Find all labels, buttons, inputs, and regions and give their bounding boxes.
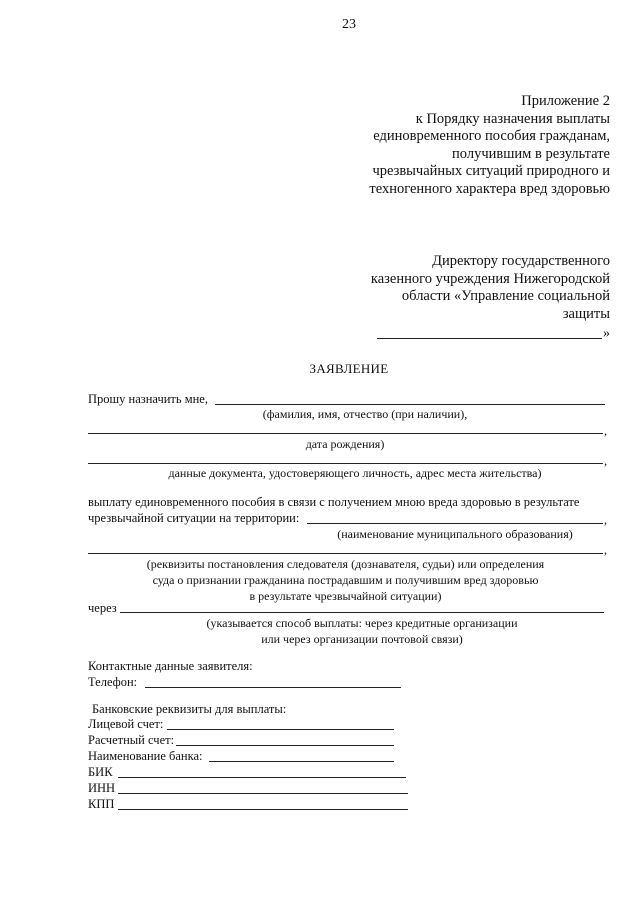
personal-account-label: Лицевой счет:	[88, 717, 164, 731]
personal-account-field[interactable]	[167, 729, 394, 730]
document-address-field[interactable]	[88, 463, 603, 464]
payment-method-hint-line: или через организации почтовой связи)	[261, 632, 463, 646]
fio-hint: (фамилия, имя, отчество (при наличии),	[262, 407, 468, 421]
bik-field[interactable]	[118, 777, 406, 778]
requisites-hint	[88, 556, 603, 604]
appendix-line: получившим в результате	[452, 145, 610, 162]
addressee-line: защиты	[562, 305, 610, 322]
addressee-line: Директору государственного	[432, 253, 610, 269]
payment-method-field[interactable]	[120, 612, 604, 613]
birth-date-hint: дата рождения)	[305, 437, 385, 451]
appendix-line: к Порядку назначения выплаты	[415, 110, 610, 127]
contacts-heading: Контактные данные заявителя:	[88, 659, 253, 673]
requisites-hint-line: в результате чрезвычайной ситуации)	[249, 589, 442, 603]
appendix-line: техногенного характера вред здоровью	[369, 180, 610, 197]
comma: ,	[604, 424, 608, 438]
document-title: ЗАЯВЛЕНИЕ	[309, 361, 389, 376]
appendix-line: единовременного пособия гражданам,	[373, 128, 610, 144]
request-label: Прошу назначить мне,	[88, 392, 208, 406]
territory-field[interactable]	[307, 523, 603, 524]
requisites-hint-line: суда о признании гражданина пострадавшим и получившим вред здоровью	[152, 573, 539, 587]
appendix-line: Приложение 2	[521, 93, 610, 109]
phone-field[interactable]	[145, 687, 401, 688]
comma: ,	[604, 454, 608, 468]
addressee-line: области «Управление социальной	[401, 288, 610, 304]
page-number: 23	[342, 17, 356, 32]
inn-field[interactable]	[118, 793, 408, 794]
kpp-label: КПП	[88, 797, 115, 811]
addressee-blank-line[interactable]	[377, 338, 602, 339]
addressee-block	[371, 253, 610, 323]
inn-label: ИНН	[88, 781, 116, 795]
payment-text: выплату единовременного пособия в связи с получением мною вреда здоровью в результате	[88, 495, 580, 509]
addressee-line: казенного учреждения Нижегородской	[370, 270, 610, 287]
bank-name-field[interactable]	[209, 761, 394, 762]
requisites-hint-line: (реквизиты постановления следователя (дознавателя, судьи) или определения	[146, 557, 545, 571]
appendix-line: чрезвычайных ситуаций природного и	[372, 163, 610, 179]
requisites-field[interactable]	[88, 553, 603, 554]
bank-heading: Банковские реквизиты для выплаты:	[92, 702, 287, 716]
territory-label: чрезвычайной ситуации на территории:	[88, 511, 300, 525]
comma: ,	[604, 513, 608, 527]
settlement-account-label: Расчетный счет:	[88, 733, 175, 747]
appendix-block	[369, 93, 610, 198]
addressee-closing-quote: »	[603, 326, 610, 341]
kpp-field[interactable]	[118, 809, 408, 810]
fio-continuation-field[interactable]	[88, 433, 603, 434]
phone-label: Телефон:	[88, 675, 138, 689]
comma: ,	[604, 543, 608, 557]
fio-field[interactable]	[215, 404, 605, 405]
via-label: через	[88, 601, 117, 615]
bik-label: БИК	[88, 765, 113, 779]
payment-method-hint	[120, 615, 604, 647]
settlement-account-field[interactable]	[176, 745, 394, 746]
document-address-hint: данные документа, удостоверяющего личность, адрес места жительства)	[168, 466, 542, 480]
payment-method-hint-line: (указывается способ выплаты: через кредитные организации	[206, 616, 518, 630]
municipality-hint: (наименование муниципального образования)	[337, 527, 573, 541]
bank-name-label: Наименование банка:	[88, 749, 203, 763]
